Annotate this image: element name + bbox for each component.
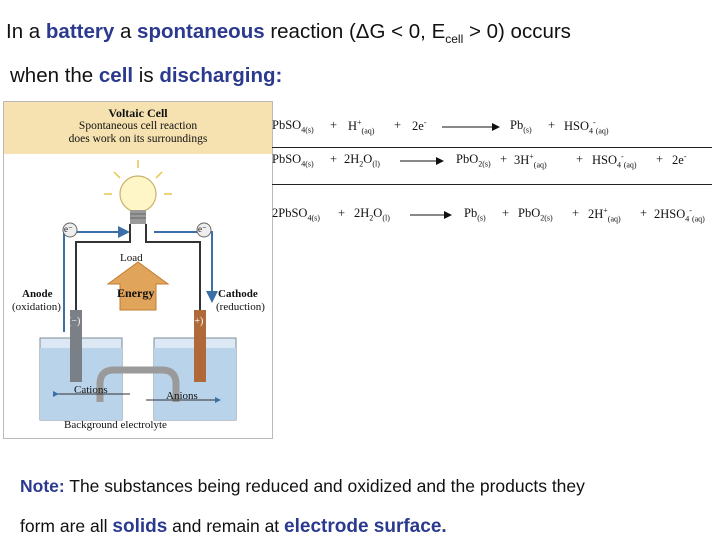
figure-caption-line: Spontaneous cell reaction [78,120,198,132]
load-label: Load [120,252,143,264]
eq1-product-1: $Pb_{(s)}$ [510,118,532,135]
note-paragraph [20,466,700,547]
eq3-plus: + [502,206,510,220]
title-text: is [133,64,160,87]
figure-caption-line: does work on its surroundings [68,133,208,145]
anode-sign: (−) [68,316,81,327]
eq1-reactant-3: 2e- [412,118,427,134]
electron-label-right: e⁻ [198,224,207,234]
keyword-solids: solids [112,516,168,537]
eq1-reactant-1: PbSO$_{4(s)}$ [272,118,314,135]
keyword-discharging: discharging: [159,64,283,87]
figure-title: Voltaic Cell [108,106,168,120]
eq1-arrow [442,122,500,132]
eq2-product-4: 2e- [672,152,687,168]
eq2-product-2: $3H^+_{(aq)}$ [514,152,547,170]
eq1-plus: + [394,118,402,132]
keyword-spontaneous: spontaneous [137,20,265,43]
eq3-product-1: $Pb_{(s)}$ [464,206,486,223]
light-bulb-icon [104,160,172,224]
electron-label-left: e⁻ [64,224,73,234]
eq2-reactant-2: $2H_2O_{(l)}$ [344,152,380,169]
eq3-plus: + [572,206,580,220]
note-label: Note: [20,476,65,496]
title-text: In a [6,20,46,43]
title-tail: occurs [504,20,571,43]
cell-drawing [4,102,272,438]
eq1-plus: + [548,118,556,132]
anode-sublabel: (oxidation) [12,301,61,313]
equation-sum-line [272,184,712,185]
energy-label: Energy [117,286,155,300]
eq1-product-2: $HSO_4^-_{(aq)}$ [564,118,609,136]
eq2-plus: + [656,152,664,166]
cathode-sign: (+) [191,316,204,327]
eq2-arrow [400,156,444,166]
keyword-electrode-surface: electrode surface. [284,516,447,537]
note-text: and remain at [167,516,285,536]
eq3-reactant-1: 2PbSO$_{4(s)}$ [272,206,320,223]
eq3-reactant-2: $2H_2O_{(l)}$ [354,206,390,223]
cations-label: Cations [74,384,108,396]
eq3-arrow [410,210,452,220]
note-text: The substances being reduced and oxidized and the products they [64,476,585,496]
cell-subscript: cell [445,32,464,47]
voltaic-cell-figure [3,101,273,439]
cathode-sublabel: (reduction) [216,301,265,313]
eq3-product-2: PbO$_{2(s)}$ [518,206,553,223]
title-line-1 [6,20,571,46]
eq3-plus: + [338,206,346,220]
eq3-product-3: $2H^+_{(aq)}$ [588,206,621,224]
eq1-plus: + [330,118,338,132]
title-text: when the [10,64,99,87]
eq1-reactant-2: $H^+_{(aq)}$ [348,118,375,136]
eq2-plus: + [576,152,584,166]
keyword-cell: cell [98,64,134,87]
cathode-label: Cathode [218,288,258,300]
condition-end: > 0) [463,20,505,43]
eq2-product-1: PbO$_{2(s)}$ [456,152,491,169]
title-text: a [114,20,138,43]
eq3-product-4: $2HSO_4^-_{(aq)}$ [654,206,705,224]
equation-divider [272,147,712,148]
condition-text: reaction (ΔG < 0, E [264,20,446,43]
eq3-plus: + [640,206,648,220]
eq2-product-3: $HSO_4^-_{(aq)}$ [592,152,637,170]
note-text: form are all [20,516,113,536]
electrolyte-label: Background electrolyte [64,419,167,431]
eq2-plus: + [330,152,338,166]
title-line-2 [10,64,282,88]
anode-label: Anode [22,288,53,300]
keyword-battery: battery [45,20,115,43]
eq2-reactant-1: PbSO$_{4(s)}$ [272,152,314,169]
anions-label: Anions [166,390,198,402]
eq2-plus: + [500,152,508,166]
